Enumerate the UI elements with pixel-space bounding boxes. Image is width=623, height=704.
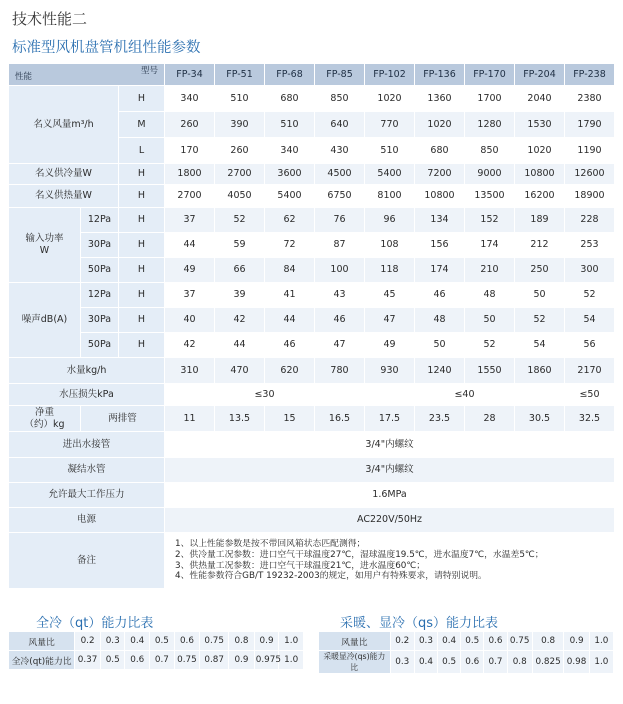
value-cell: 470 xyxy=(215,358,265,384)
speed-cell: H xyxy=(119,185,165,208)
ratio-row xyxy=(9,632,304,651)
value-cell: 174 xyxy=(415,258,465,283)
value-cell: 510 xyxy=(215,86,265,112)
value-cell: 18900 xyxy=(565,185,615,208)
cooling-row xyxy=(9,164,615,185)
value-cell: 48 xyxy=(465,283,515,308)
ratio-row xyxy=(319,651,614,674)
value-cell: 49 xyxy=(165,258,215,283)
value-cell: 76 xyxy=(315,208,365,233)
value-cell: 2380 xyxy=(565,86,615,112)
speed-cell: H xyxy=(119,164,165,185)
value-cell: 41 xyxy=(265,283,315,308)
value-cell: 7200 xyxy=(415,164,465,185)
value-cell: 680 xyxy=(415,138,465,164)
speed-cell: L xyxy=(119,138,165,164)
value-cell: 210 xyxy=(465,258,515,283)
page-heading: 技术性能二 xyxy=(12,10,88,28)
ratio-cell: 0.5 xyxy=(100,651,125,670)
value-cell: 62 xyxy=(265,208,315,233)
value-cell: 45 xyxy=(365,283,415,308)
header-row xyxy=(9,64,615,86)
value-cell: 40 xyxy=(165,308,215,333)
condensate-row xyxy=(9,458,615,483)
airflow-row-h xyxy=(9,86,615,112)
speed-cell: H xyxy=(119,333,165,358)
pressure-cell: 30Pa xyxy=(81,308,119,333)
ratio-cell: 0.8 xyxy=(507,651,532,674)
speed-cell: H xyxy=(119,208,165,233)
value-cell: 4500 xyxy=(315,164,365,185)
value-cell: 680 xyxy=(265,86,315,112)
ratio-cell: 0.7 xyxy=(150,651,175,670)
value-cell: 17.5 xyxy=(365,406,415,432)
model-header: FP-204 xyxy=(515,64,565,86)
ratio-cell: 1.0 xyxy=(589,632,613,651)
ratio-cell: 0.2 xyxy=(390,632,414,651)
value-cell: 1800 xyxy=(165,164,215,185)
model-header: FP-170 xyxy=(465,64,515,86)
power-supply-row xyxy=(9,508,615,533)
heating-sensible-ratio-table xyxy=(318,631,614,674)
inlet-label: 进出水接管 xyxy=(9,432,165,458)
heating-sensible-ratio-title: 采暖、显冷（qs）能力比表 xyxy=(340,616,499,631)
value-cell: 3/4"内螺纹 xyxy=(165,432,615,458)
value-cell: 59 xyxy=(215,233,265,258)
inlet-row xyxy=(9,432,615,458)
speed-cell: H xyxy=(119,258,165,283)
power-row-50pa xyxy=(9,258,615,283)
value-cell: 54 xyxy=(565,308,615,333)
value-cell: 52 xyxy=(465,333,515,358)
value-cell: 930 xyxy=(365,358,415,384)
value-cell: 54 xyxy=(515,333,565,358)
ratio-cell: 0.3 xyxy=(100,632,125,651)
remark-line: 4、性能参数符合GB/T 19232-2003的规定，如用户有特殊要求，请特别说明。 xyxy=(175,571,487,582)
value-cell: 87 xyxy=(315,233,365,258)
airflow-label: 名义风量m³/h xyxy=(9,86,119,164)
value-cell: 11 xyxy=(165,406,215,432)
performance-table xyxy=(8,63,615,589)
value-cell: 212 xyxy=(515,233,565,258)
ratio-cell: 0.8 xyxy=(532,632,564,651)
value-cell: 32.5 xyxy=(565,406,615,432)
value-cell: ≤40 xyxy=(365,384,565,406)
value-cell: 44 xyxy=(265,308,315,333)
ratio-cell: 0.3 xyxy=(414,632,437,651)
max-pressure-label: 允许最大工作压力 xyxy=(9,483,165,508)
value-cell: 48 xyxy=(415,308,465,333)
power-row-30pa xyxy=(9,233,615,258)
ratio-cell: 0.975 xyxy=(254,651,279,670)
value-cell: 16.5 xyxy=(315,406,365,432)
speed-cell: H xyxy=(119,233,165,258)
value-cell: 16200 xyxy=(515,185,565,208)
ratio-cell: 0.5 xyxy=(461,632,484,651)
ratio-cell: 0.5 xyxy=(150,632,175,651)
value-cell: 46 xyxy=(415,283,465,308)
pressure-loss-label: 水压损失kPa xyxy=(9,384,165,406)
ratio-cell: 0.6 xyxy=(484,632,507,651)
total-cooling-ratio-title: 全冷（qt）能力比表 xyxy=(36,616,154,631)
value-cell: ≤30 xyxy=(165,384,365,406)
value-cell: 10800 xyxy=(415,185,465,208)
value-cell: 9000 xyxy=(465,164,515,185)
remark-line: 2、供冷量工况参数：进口空气干球温度27℃，湿球温度19.5℃，进水温度7℃，水温差5℃； xyxy=(175,549,544,560)
value-cell: 1860 xyxy=(515,358,565,384)
value-cell: 37 xyxy=(165,208,215,233)
value-cell: 2040 xyxy=(515,86,565,112)
value-cell: 640 xyxy=(315,112,365,138)
power-row-12pa xyxy=(9,208,615,233)
ratio-cell: 0.4 xyxy=(438,632,461,651)
ratio-cell: 1.0 xyxy=(279,632,304,651)
value-cell: 430 xyxy=(315,138,365,164)
value-cell: 253 xyxy=(565,233,615,258)
weight-sub-label: 两排管 xyxy=(81,406,165,432)
value-cell: 15 xyxy=(265,406,315,432)
ratio-row-label: 全冷(qt)能力比 xyxy=(9,651,75,670)
model-header: FP-51 xyxy=(215,64,265,86)
value-cell: 2700 xyxy=(165,185,215,208)
value-cell: 8100 xyxy=(365,185,415,208)
weight-label: 净重 （约）kg xyxy=(9,406,81,432)
value-cell: 13500 xyxy=(465,185,515,208)
value-cell: 12600 xyxy=(565,164,615,185)
value-cell: 152 xyxy=(465,208,515,233)
model-header: FP-68 xyxy=(265,64,315,86)
model-header: FP-136 xyxy=(415,64,465,86)
value-cell: 39 xyxy=(215,283,265,308)
condensate-label: 凝结水管 xyxy=(9,458,165,483)
value-cell: 1020 xyxy=(415,112,465,138)
value-cell: 1020 xyxy=(515,138,565,164)
value-cell: 300 xyxy=(565,258,615,283)
value-cell: 84 xyxy=(265,258,315,283)
ratio-cell: 0.6 xyxy=(125,651,150,670)
ratio-cell: 0.9 xyxy=(564,632,589,651)
ratio-cell: 0.8 xyxy=(229,632,255,651)
water-flow-row xyxy=(9,358,615,384)
value-cell: 52 xyxy=(515,308,565,333)
ratio-row-label: 采暖显冷(qs)能力比 xyxy=(319,651,391,674)
value-cell: 170 xyxy=(165,138,215,164)
pressure-cell: 50Pa xyxy=(81,333,119,358)
value-cell: 3600 xyxy=(265,164,315,185)
ratio-cell: 0.6 xyxy=(174,632,200,651)
value-cell: 46 xyxy=(315,308,365,333)
value-cell: 52 xyxy=(215,208,265,233)
value-cell: 310 xyxy=(165,358,215,384)
noise-label: 噪声dB(A) xyxy=(9,283,81,358)
value-cell: 56 xyxy=(565,333,615,358)
value-cell: 260 xyxy=(165,112,215,138)
pressure-cell: 12Pa xyxy=(81,283,119,308)
ratio-cell: 0.75 xyxy=(507,632,532,651)
pressure-cell: 12Pa xyxy=(81,208,119,233)
ratio-cell: 0.9 xyxy=(229,651,255,670)
ratio-cell: 0.3 xyxy=(390,651,414,674)
ratio-row xyxy=(319,632,614,651)
speed-cell: H xyxy=(119,283,165,308)
value-cell: 1790 xyxy=(565,112,615,138)
value-cell: 4050 xyxy=(215,185,265,208)
value-cell: 50 xyxy=(515,283,565,308)
value-cell: 44 xyxy=(215,333,265,358)
ratio-cell: 0.98 xyxy=(564,651,589,674)
speed-cell: H xyxy=(119,86,165,112)
speed-cell: H xyxy=(119,308,165,333)
value-cell: AC220V/50Hz xyxy=(165,508,615,533)
value-cell: 13.5 xyxy=(215,406,265,432)
value-cell: 174 xyxy=(465,233,515,258)
ratio-cell: 0.75 xyxy=(174,651,200,670)
value-cell: 1530 xyxy=(515,112,565,138)
value-cell: 47 xyxy=(315,333,365,358)
noise-row-50pa xyxy=(9,333,615,358)
value-cell: 340 xyxy=(165,86,215,112)
speed-cell: M xyxy=(119,112,165,138)
noise-row-30pa xyxy=(9,308,615,333)
ratio-cell: 0.825 xyxy=(532,651,564,674)
value-cell: 3/4"内螺纹 xyxy=(165,458,615,483)
value-cell: 100 xyxy=(315,258,365,283)
table-title: 标准型风机盘管机组性能参数 xyxy=(12,40,201,56)
value-cell: 2170 xyxy=(565,358,615,384)
value-cell: 108 xyxy=(365,233,415,258)
value-cell: 47 xyxy=(365,308,415,333)
ratio-cell: 1.0 xyxy=(589,651,613,674)
noise-row-12pa xyxy=(9,283,615,308)
remark-line: 3、供热量工况参数：进口空气干球温度21℃，进水温度60℃； xyxy=(175,560,426,571)
header-corner xyxy=(9,64,165,86)
remarks-text xyxy=(165,533,615,589)
value-cell: 1280 xyxy=(465,112,515,138)
ratio-row-label: 风量比 xyxy=(9,632,75,651)
value-cell: 96 xyxy=(365,208,415,233)
ratio-cell: 0.6 xyxy=(461,651,484,674)
ratio-cell: 1.0 xyxy=(279,651,304,670)
heating-row xyxy=(9,185,615,208)
value-cell: 44 xyxy=(165,233,215,258)
value-cell: 228 xyxy=(565,208,615,233)
pressure-cell: 50Pa xyxy=(81,258,119,283)
value-cell: 66 xyxy=(215,258,265,283)
ratio-row xyxy=(9,651,304,670)
value-cell: 5400 xyxy=(265,185,315,208)
value-cell: 30.5 xyxy=(515,406,565,432)
value-cell: 510 xyxy=(365,138,415,164)
cooling-label: 名义供冷量W xyxy=(9,164,119,185)
ratio-cell: 0.4 xyxy=(125,632,150,651)
pressure-cell: 30Pa xyxy=(81,233,119,258)
value-cell: 780 xyxy=(315,358,365,384)
value-cell: 156 xyxy=(415,233,465,258)
value-cell: 50 xyxy=(465,308,515,333)
value-cell: 52 xyxy=(565,283,615,308)
value-cell: 189 xyxy=(515,208,565,233)
value-cell: 5400 xyxy=(365,164,415,185)
value-cell: 1190 xyxy=(565,138,615,164)
ratio-cell: 0.4 xyxy=(414,651,437,674)
ratio-cell: 0.5 xyxy=(438,651,461,674)
value-cell: 850 xyxy=(315,86,365,112)
value-cell: 28 xyxy=(465,406,515,432)
value-cell: 6750 xyxy=(315,185,365,208)
weight-row xyxy=(9,406,615,432)
value-cell: 260 xyxy=(215,138,265,164)
remarks-label: 备注 xyxy=(9,533,165,589)
value-cell: 72 xyxy=(265,233,315,258)
value-cell: 134 xyxy=(415,208,465,233)
value-cell: 37 xyxy=(165,283,215,308)
value-cell: 1020 xyxy=(365,86,415,112)
value-cell: 23.5 xyxy=(415,406,465,432)
model-header: FP-34 xyxy=(165,64,215,86)
value-cell: 46 xyxy=(265,333,315,358)
value-cell: 1360 xyxy=(415,86,465,112)
ratio-cell: 0.9 xyxy=(254,632,279,651)
power-label: 输入功率 W xyxy=(9,208,81,283)
value-cell: 850 xyxy=(465,138,515,164)
total-cooling-ratio-table xyxy=(8,631,304,670)
value-cell: 340 xyxy=(265,138,315,164)
model-header: FP-102 xyxy=(365,64,415,86)
ratio-cell: 0.37 xyxy=(75,651,101,670)
value-cell: 1.6MPa xyxy=(165,483,615,508)
max-pressure-row xyxy=(9,483,615,508)
value-cell: 1240 xyxy=(415,358,465,384)
ratio-cell: 0.7 xyxy=(484,651,507,674)
power-supply-label: 电源 xyxy=(9,508,165,533)
water-flow-label: 水量kg/h xyxy=(9,358,165,384)
pressure-loss-row xyxy=(9,384,615,406)
model-header: FP-85 xyxy=(315,64,365,86)
value-cell: 1700 xyxy=(465,86,515,112)
value-cell: 390 xyxy=(215,112,265,138)
value-cell: ≤50 xyxy=(565,384,615,406)
value-cell: 620 xyxy=(265,358,315,384)
value-cell: 510 xyxy=(265,112,315,138)
heating-label: 名义供热量W xyxy=(9,185,119,208)
value-cell: 10800 xyxy=(515,164,565,185)
value-cell: 2700 xyxy=(215,164,265,185)
value-cell: 42 xyxy=(215,308,265,333)
model-label: 型号 xyxy=(140,66,158,76)
value-cell: 49 xyxy=(365,333,415,358)
remark-line: 1、以上性能参数是按不带回风箱状态匹配测得； xyxy=(175,538,366,549)
perf-label: 性能 xyxy=(15,72,33,83)
remarks-row xyxy=(9,533,615,589)
value-cell: 250 xyxy=(515,258,565,283)
ratio-cell: 0.2 xyxy=(75,632,101,651)
value-cell: 42 xyxy=(165,333,215,358)
value-cell: 50 xyxy=(415,333,465,358)
value-cell: 43 xyxy=(315,283,365,308)
value-cell: 118 xyxy=(365,258,415,283)
ratio-cell: 0.75 xyxy=(200,632,229,651)
value-cell: 770 xyxy=(365,112,415,138)
model-header: FP-238 xyxy=(565,64,615,86)
value-cell: 1550 xyxy=(465,358,515,384)
ratio-cell: 0.87 xyxy=(200,651,229,670)
ratio-row-label: 风量比 xyxy=(319,632,391,651)
